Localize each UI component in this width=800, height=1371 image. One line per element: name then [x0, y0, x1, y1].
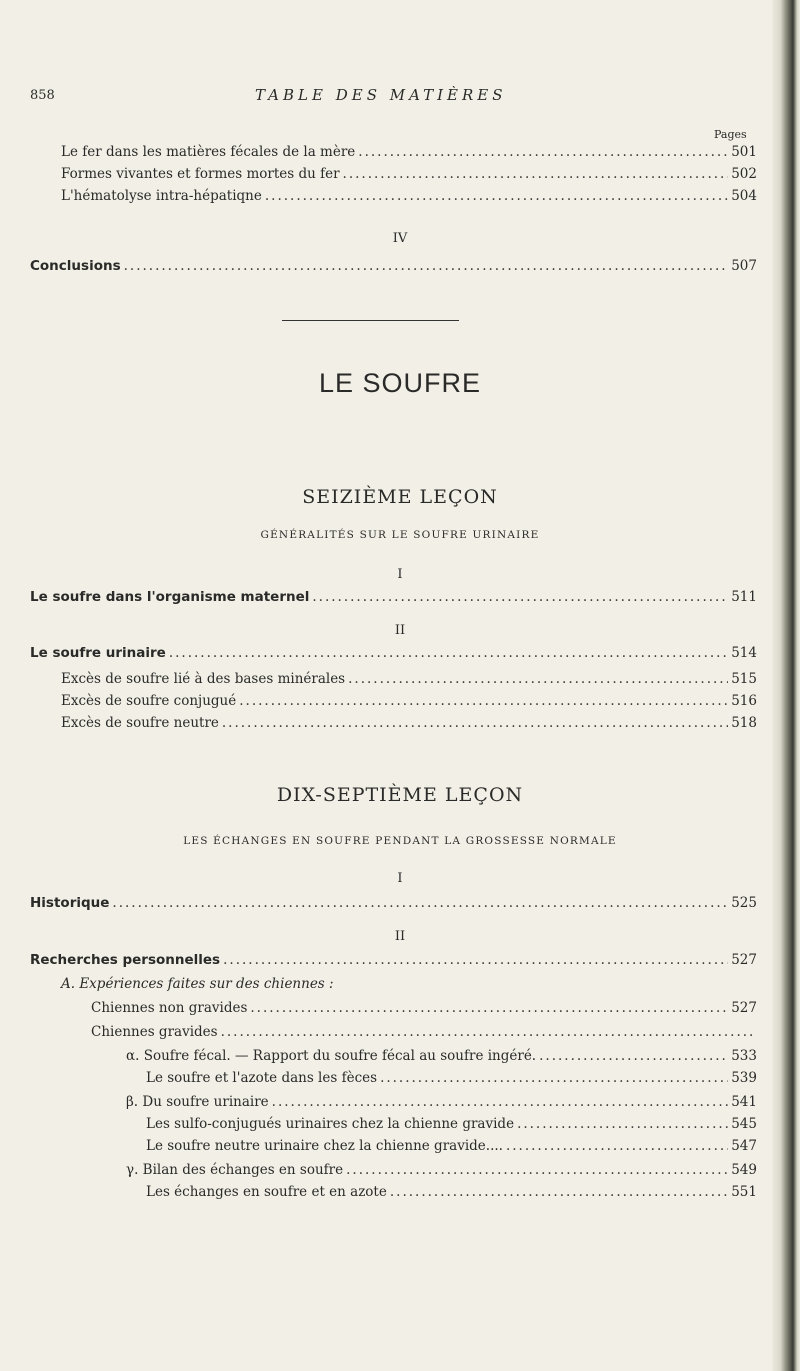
- toc-entry-title: Le fer dans les matières fécales de la mère: [61, 144, 356, 160]
- pages-column-label: Pages: [714, 128, 747, 141]
- toc-entry[interactable]: [146, 1116, 757, 1132]
- toc-entry-page: 551: [731, 1184, 757, 1200]
- toc-entry[interactable]: [146, 1138, 757, 1154]
- toc-entry[interactable]: [61, 715, 757, 731]
- divider-rule: [282, 320, 459, 321]
- toc-entry-title: Le soufre et l'azote dans les fèces: [146, 1070, 378, 1086]
- section-numeral: II: [394, 929, 406, 944]
- toc-entry-title: Les sulfo-conjugués urinaires chez la chienne gravide: [146, 1116, 515, 1132]
- toc-entry-title: Chiennes non gravides: [91, 1000, 248, 1016]
- page-gutter-edge: [772, 0, 800, 1371]
- section-numeral: IV: [392, 231, 408, 246]
- toc-entry[interactable]: [61, 144, 757, 160]
- toc-entry-page: 516: [731, 693, 757, 709]
- toc-entry-title: α. Soufre fécal. — Rapport du soufre fécal au soufre ingéré.: [126, 1048, 537, 1064]
- running-title: TABLE DES MATIÈRES: [255, 86, 507, 104]
- toc-entry-title: Le soufre urinaire: [30, 645, 166, 661]
- toc-entry[interactable]: [61, 693, 757, 709]
- toc-entry-title: Conclusions: [30, 258, 121, 274]
- toc-entry-title: γ. Bilan des échanges en soufre: [126, 1162, 344, 1178]
- chapter-title: LE SOUFRE: [318, 368, 482, 398]
- toc-entry-page: 539: [731, 1070, 757, 1086]
- toc-entry[interactable]: [30, 895, 757, 911]
- toc-section-heading: [61, 976, 757, 992]
- lecon-title: DIX-SEPTIÈME LEÇON: [276, 784, 524, 806]
- section-numeral: I: [397, 567, 403, 582]
- toc-entry[interactable]: [91, 1000, 757, 1016]
- toc-entry-title: Le soufre dans l'organisme maternel: [30, 589, 310, 605]
- toc-entry-page: 533: [731, 1048, 757, 1064]
- toc-entry-title: Recherches personnelles: [30, 952, 221, 968]
- toc-entry-page: 515: [731, 671, 757, 687]
- toc-entry-title: Les échanges en soufre et en azote: [146, 1184, 387, 1200]
- lecon-subtitle: LES ÉCHANGES EN SOUFRE PENDANT LA GROSSESSE NORMALE: [183, 835, 617, 847]
- toc-entry-page: 541: [731, 1094, 757, 1110]
- toc-entry-page: 525: [731, 895, 757, 911]
- toc-entry-page: 527: [731, 1000, 757, 1016]
- toc-entry-page: 549: [731, 1162, 757, 1178]
- toc-entry[interactable]: [126, 1048, 757, 1064]
- toc-section-title: A. Expériences faites sur des chiennes :: [61, 976, 334, 992]
- toc-entry-page: 545: [731, 1116, 757, 1132]
- toc-entry-page: 514: [731, 645, 757, 661]
- toc-entry[interactable]: [30, 645, 757, 661]
- toc-entry-page: 502: [731, 166, 757, 182]
- toc-entry-page: 511: [731, 589, 757, 605]
- toc-entry-title: L'hématolyse intra-hépatiqne: [61, 188, 262, 204]
- toc-entry[interactable]: [146, 1070, 757, 1086]
- section-numeral: I: [397, 871, 403, 886]
- toc-entry[interactable]: [61, 188, 757, 204]
- toc-entry[interactable]: [146, 1184, 757, 1200]
- toc-entry[interactable]: [126, 1094, 757, 1110]
- section-numeral: II: [394, 623, 406, 638]
- toc-entry-page: 504: [731, 188, 757, 204]
- toc-entry-conclusions[interactable]: [30, 258, 757, 274]
- toc-entry-title: Formes vivantes et formes mortes du fer: [61, 166, 340, 182]
- toc-entry-title: Excès de soufre lié à des bases minérales: [61, 671, 346, 687]
- toc-entry[interactable]: [126, 1162, 757, 1178]
- toc-entry-page: 547: [731, 1138, 757, 1154]
- toc-entry-title: Excès de soufre conjugué: [61, 693, 237, 709]
- toc-entry-title: Le soufre neutre urinaire chez la chienne gravide....: [146, 1138, 503, 1154]
- toc-entry-title: Excès de soufre neutre: [61, 715, 219, 731]
- toc-entry-page: 518: [731, 715, 757, 731]
- toc-entry-title: β. Du soufre urinaire: [126, 1094, 269, 1110]
- toc-entry[interactable]: [61, 166, 757, 182]
- page-number: 858: [30, 88, 55, 103]
- running-header: [30, 88, 750, 108]
- lecon-title: SEIZIÈME LEÇON: [302, 486, 498, 508]
- toc-entry-page: 507: [731, 258, 757, 274]
- toc-entry-page: 501: [731, 144, 757, 160]
- lecon-subtitle: GÉNÉRALITÉS SUR LE SOUFRE URINAIRE: [260, 529, 540, 541]
- toc-entry-title: Historique: [30, 895, 110, 911]
- toc-entry[interactable]: [30, 589, 757, 605]
- toc-entry[interactable]: [91, 1024, 757, 1040]
- toc-entry-title: Chiennes gravides: [91, 1024, 218, 1040]
- toc-entry[interactable]: [61, 671, 757, 687]
- toc-entry-page: 527: [731, 952, 757, 968]
- toc-entry[interactable]: [30, 952, 757, 968]
